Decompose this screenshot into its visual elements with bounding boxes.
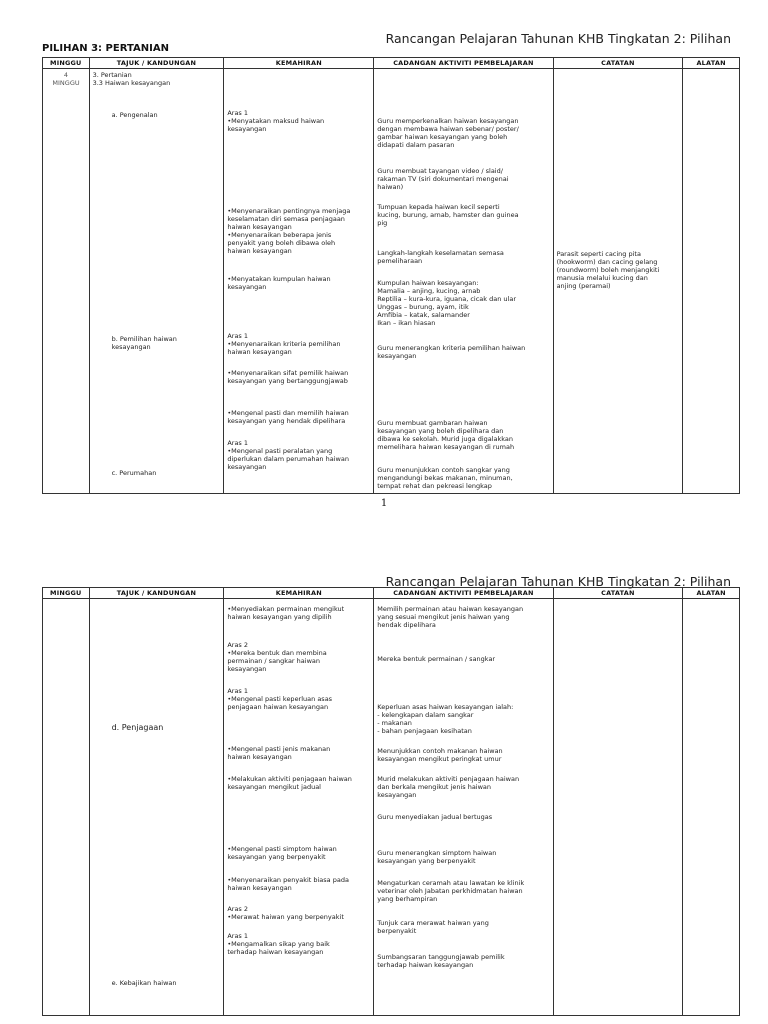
kemahiran-cell (224, 69, 374, 494)
document-title: Rancangan Pelajaran Tahunan KHB Tingkatan 2: Pilihan (385, 574, 731, 589)
table-header-row (43, 58, 740, 69)
tajuk-cell (89, 599, 224, 1016)
activity-item: Sumbangsaran tanggungjawab pemilik terhadap haiwan kesayangan (377, 953, 505, 969)
skill-item: Aras 2 •Merawat haiwan yang berpenyakit (227, 905, 344, 921)
aktiviti-cell (374, 69, 553, 494)
skill-item: Aras 1 •Mengenal pasti keperluan asas penjagaan haiwan kesayangan (227, 687, 333, 711)
column-header-kemahiran: KEMAHIRAN (224, 588, 374, 599)
document-page-2 (0, 570, 768, 1024)
table-header-row (43, 588, 740, 599)
activity-item: Guru memperkenalkan haiwan kesayangan dengan membawa haiwan sebenar/ poster/ gambar haiwan kesayangan yang boleh didapati dalam pasaran (377, 117, 519, 149)
section-title: PILIHAN 3: PERTANIAN (42, 43, 169, 54)
note-parasit: Parasit seperti cacing pita (hookworm) dan cacing gelang (roundworm) boleh menjangkiti manusia melalui kucing dan anjing (peramai) (556, 250, 660, 290)
tajuk-cell (89, 69, 224, 494)
aktiviti-cell (374, 599, 553, 1016)
activity-item: Murid melakukan aktiviti penjagaan haiwan dan berkala mengikut jenis haiwan kesayangan (377, 775, 520, 799)
column-header-minggu: MINGGU (43, 58, 90, 69)
skill-item: Aras 1 •Menyatakan maksud haiwan kesayangan (227, 109, 325, 133)
alatan-cell (683, 599, 740, 1016)
skill-item: •Menyediakan permainan mengikut haiwan kesayangan yang dipilih (227, 605, 345, 621)
alatan-cell (683, 69, 740, 494)
activity-item: Memilih permainan atau haiwan kesayangan yang sesuai mengikut jenis haiwan yang hendak dipelihara (377, 605, 524, 629)
catatan-cell (553, 69, 683, 494)
column-header-alatan: ALATAN (683, 58, 740, 69)
minggu-value: 4 MINGGU (52, 71, 80, 87)
activity-item: Tunjuk cara merawat haiwan yang berpenyakit (377, 919, 489, 935)
table-row (43, 69, 740, 494)
activity-item: Guru menerangkan kriteria pemilihan haiwan kesayangan (377, 344, 526, 360)
skill-item: •Mengenal pasti jenis makanan haiwan kesayangan (227, 745, 331, 761)
minggu-cell (43, 599, 90, 1016)
subtopic-pengenalan: a. Pengenalan (111, 111, 158, 119)
activity-item: Langkah-langkah keselamatan semasa pemeliharaan (377, 249, 504, 265)
activity-item: Guru menerangkan simptom haiwan kesayangan yang berpenyakit (377, 849, 497, 865)
activity-item: Kumpulan haiwan kesayangan: Mamalia – anjing, kucing, arnab Reptilia – kura-kura, iguana, cicak dan ular Unggas – burung, ayam, itik Amfibia – katak, salamander Ikan – ikan hiasan (377, 279, 517, 327)
activity-item: Menunjukkan contoh makanan haiwan kesayangan mengikut peringkat umur (377, 747, 503, 763)
skill-item: •Mengenal pasti dan memilih haiwan kesayangan yang hendak dipelihara (227, 409, 349, 425)
page-number: 1 (380, 498, 388, 509)
activity-item: Mereka bentuk permainan / sangkar (377, 655, 496, 663)
skill-item: •Menyenaraikan sifat pemilik haiwan kesayangan yang bertanggungjawab (227, 369, 349, 385)
lesson-plan-table (42, 57, 740, 494)
skill-item: Aras 1 •Mengamalkan sikap yang baik terhadap haiwan kesayangan (227, 932, 330, 956)
column-header-aktiviti: CADANGAN AKTIVITI PEMBELAJARAN (374, 58, 553, 69)
activity-item: Guru membuat tayangan video / slaid/ rakaman TV (siri dokumentari mengenai haiwan) (377, 167, 509, 191)
skill-item: Aras 1 •Menyenaraikan kriteria pemilihan haiwan kesayangan (227, 332, 341, 356)
column-header-aktiviti: CADANGAN AKTIVITI PEMBELAJARAN (374, 588, 553, 599)
activity-item: Tumpuan kepada haiwan kecil seperti kucing, burung, arnab, hamster dan guinea pig (377, 203, 519, 227)
skill-item: •Mengenal pasti simptom haiwan kesayangan yang berpenyakit (227, 845, 337, 861)
column-header-tajuk: TAJUK / KANDUNGAN (89, 588, 224, 599)
subtopic-kebajikan: e. Kebajikan haiwan (111, 979, 177, 987)
activity-item: Guru membuat gambaran haiwan kesayangan yang boleh dipelihara dan dibawa ke sekolah. Murid juga digalakkan memelihara haiwan kesayangan di rumah (377, 419, 515, 451)
activity-item: Guru menunjukkan contoh sangkar yang mengandungi bekas makanan, minuman, tempat rehat dan pekreasi lengkap (377, 466, 513, 490)
column-header-minggu: MINGGU (43, 588, 90, 599)
skill-item: •Menyatakan kumpulan haiwan kesayangan (227, 275, 331, 291)
skill-item: Aras 2 •Mereka bentuk dan membina permainan / sangkar haiwan kesayangan (227, 641, 327, 673)
subtopic-penjagaan: d. Penjagaan (111, 723, 164, 732)
catatan-cell (553, 599, 683, 1016)
skill-item: •Menyenaraikan penyakit biasa pada haiwan kesayangan (227, 876, 349, 892)
kemahiran-cell (224, 599, 374, 1016)
column-header-kemahiran: KEMAHIRAN (224, 58, 374, 69)
skill-item: •Melakukan aktiviti penjagaan haiwan kesayangan mengikut jadual (227, 775, 352, 791)
activity-item: Mengaturkan ceramah atau lawatan ke klinik veterinar oleh Jabatan perkhidmatan haiwan yang berhampiran (377, 879, 525, 903)
skill-item: •Menyenaraikan pentingnya menjaga keselamatan diri semasa penjagaan haiwan kesayangan •Menyenaraikan beberapa jenis penyakit yang boleh dibawa oleh haiwan kesayangan (227, 207, 351, 255)
document-title: Rancangan Pelajaran Tahunan KHB Tingkatan 2: Pilihan (385, 31, 731, 46)
subtopic-perumahan: c. Perumahan (111, 469, 157, 477)
table-row (43, 599, 740, 1016)
activity-item: Guru menyediakan jadual bertugas (377, 813, 493, 821)
lesson-plan-table (42, 587, 740, 1016)
skill-item: Aras 1 •Mengenal pasti peralatan yang diperlukan dalam perumahan haiwan kesayangan (227, 439, 349, 471)
minggu-cell (43, 69, 90, 494)
column-header-catatan: CATATAN (553, 588, 683, 599)
activity-item: Keperluan asas haiwan kesayangan ialah: - kelengkapan dalam sangkar - makanan - bahan penjagaan kesihatan (377, 703, 514, 735)
column-header-tajuk: TAJUK / KANDUNGAN (89, 58, 224, 69)
column-header-alatan: ALATAN (683, 588, 740, 599)
topic-heading: 3. Pertanian 3.3 Haiwan kesayangan (92, 71, 171, 87)
subtopic-pemilihan: b. Pemilihan haiwan kesayangan (111, 335, 177, 351)
column-header-catatan: CATATAN (553, 58, 683, 69)
